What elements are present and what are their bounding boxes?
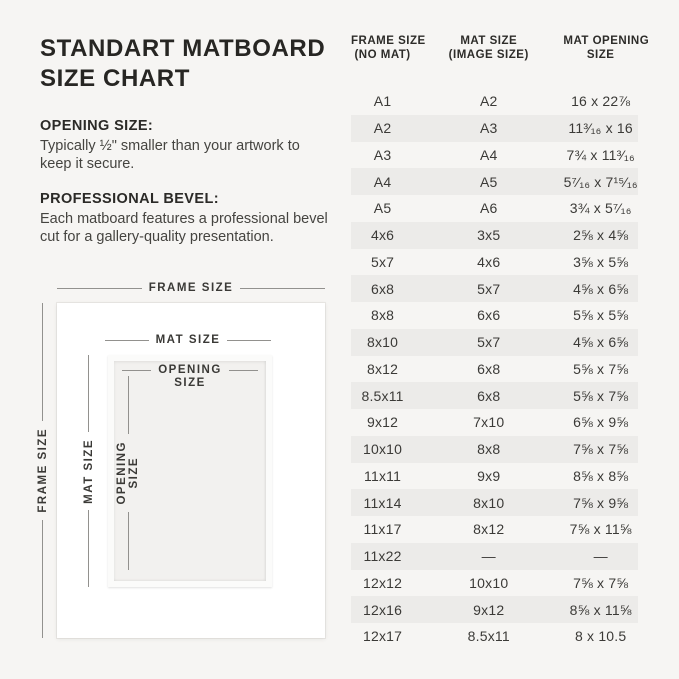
mat-size-label-text: MAT SIZE — [155, 334, 221, 346]
mat-size-cell: 6x6 — [477, 307, 501, 324]
table-row — [351, 409, 638, 436]
table-row — [351, 115, 638, 142]
opening-size-label-line2: SIZE — [174, 377, 206, 389]
mat-size-cell: A6 — [479, 200, 498, 217]
frame-size-cell: 12x16 — [362, 601, 403, 618]
column-header-line: (NO MAT) — [354, 49, 411, 61]
frame-size-cell: 8x12 — [366, 360, 399, 377]
frame-size-cell: 10x10 — [362, 441, 403, 458]
frame-size-cell: 11x17 — [363, 521, 402, 538]
mat-opening-cell: 7¾ x 11³⁄₁₆ — [566, 146, 635, 163]
mat-opening-cell: 2⅝ x 4⅝ — [573, 227, 629, 244]
mat-size-top-label — [105, 334, 271, 346]
mat-opening-cell: 4⅝ x 6⅝ — [573, 280, 629, 297]
opening-size-label-line2: SIZE — [128, 457, 140, 489]
column-header-line: (IMAGE SIZE) — [448, 49, 529, 61]
size-table-body — [351, 88, 638, 650]
guide-line — [229, 370, 258, 371]
frame-size-cell: A2 — [373, 120, 392, 137]
table-row — [351, 623, 638, 650]
table-row — [351, 570, 638, 597]
frame-size-label-text: FRAME SIZE — [148, 282, 234, 294]
frame-size-cell: A3 — [373, 146, 392, 163]
column-header-line: SIZE — [586, 49, 615, 61]
mat-opening-cell: 5⁷⁄₁₆ x 7¹⁵⁄₁₆ — [563, 173, 638, 190]
frame-size-cell: 4x6 — [370, 227, 395, 244]
column-header-line: FRAME SIZE — [351, 35, 426, 47]
frame-size-cell: A5 — [373, 200, 392, 217]
mat-opening-cell: 3⅝ x 5⅝ — [573, 253, 629, 270]
professional-bevel-description: Each matboard features a professional bevel cut for a gallery-quality presentation. — [40, 211, 328, 245]
table-row — [351, 463, 638, 490]
frame-size-cell: A1 — [373, 93, 392, 110]
mat-opening-cell: 5⅝ x 7⅝ — [573, 360, 629, 377]
mat-size-cell: 5x7 — [477, 280, 501, 297]
mat-opening-cell: 8⅝ x 8⅝ — [573, 467, 629, 484]
guide-line — [105, 340, 149, 341]
table-row — [351, 329, 638, 356]
page-title-line1: STANDART MATBOARD — [40, 35, 326, 62]
mat-size-cell: A5 — [479, 173, 498, 190]
mat-size-cell: 10x10 — [469, 574, 509, 591]
mat-size-cell: A2 — [479, 93, 498, 110]
mat-opening-cell: 7⅝ x 7⅝ — [573, 574, 629, 591]
frame-size-left-label — [35, 303, 50, 638]
table-row — [351, 382, 638, 409]
mat-opening-cell: 11³⁄₁₆ x 16 — [568, 120, 633, 137]
table-row — [351, 356, 638, 383]
guide-line — [128, 376, 129, 434]
column-header-mat-opening — [563, 34, 650, 62]
opening-size-left-label — [112, 376, 144, 570]
mat-size-cell: 8.5x11 — [467, 628, 510, 645]
table-row — [351, 436, 638, 463]
opening-size-label-line1: OPENING — [116, 441, 128, 505]
frame-size-cell: 8.5x11 — [361, 387, 404, 404]
table-row — [351, 516, 638, 543]
table-row — [351, 195, 638, 222]
mat-size-cell: A4 — [479, 146, 498, 163]
section-opening-size — [40, 118, 335, 173]
mat-size-cell: 4x6 — [477, 253, 501, 270]
guide-line — [88, 355, 89, 432]
mat-size-label-text: MAT SIZE — [82, 438, 95, 504]
mat-size-cell: 6x8 — [477, 387, 501, 404]
page-title — [40, 34, 325, 94]
guide-line — [42, 303, 43, 421]
mat-opening-cell: 8⅝ x 11⅝ — [569, 601, 632, 618]
frame-size-cell: 9x12 — [366, 414, 399, 431]
table-row — [351, 142, 638, 169]
mat-size-cell: 8x12 — [473, 521, 505, 538]
size-table-header — [351, 34, 650, 62]
mat-opening-cell: 7⅝ x 9⅝ — [573, 494, 629, 511]
table-row — [351, 489, 638, 516]
frame-size-cell: 5x7 — [370, 253, 395, 270]
opening-size-heading: OPENING SIZE: — [40, 118, 154, 134]
mat-size-cell: 5x7 — [477, 334, 501, 351]
mat-opening-cell: 6⅝ x 9⅝ — [573, 414, 629, 431]
table-row — [351, 222, 638, 249]
mat-opening-cell: 8 x 10.5 — [574, 628, 627, 645]
mat-size-cell: A3 — [479, 120, 498, 137]
mat-size-cell: 8x8 — [477, 441, 501, 458]
mat-opening-cell: 5⅝ x 7⅝ — [573, 387, 629, 404]
frame-size-cell: 11x11 — [364, 467, 402, 484]
frame-size-cell: 11x14 — [363, 494, 402, 511]
guide-line — [88, 510, 89, 587]
frame-size-cell: 8x10 — [366, 334, 399, 351]
guide-line — [227, 340, 271, 341]
mat-opening-cell: 7⅝ x 11⅝ — [569, 521, 632, 538]
section-professional-bevel — [40, 191, 335, 246]
mat-opening-cell: 3¾ x 5⁷⁄₁₆ — [569, 200, 632, 217]
column-header-mat-size — [414, 34, 563, 62]
mat-size-cell: 3x5 — [477, 227, 501, 244]
mat-opening-cell: 7⅝ x 7⅝ — [573, 441, 629, 458]
mat-size-cell: — — [481, 548, 496, 565]
guide-line — [240, 288, 325, 289]
frame-size-cell: 11x22 — [363, 548, 402, 565]
table-row — [351, 249, 638, 276]
frame-size-top-label — [57, 282, 325, 294]
frame-size-cell: 12x17 — [362, 628, 403, 645]
table-row — [351, 275, 638, 302]
page-title-line2: SIZE CHART — [40, 65, 190, 92]
mat-size-left-label — [81, 355, 96, 587]
table-row — [351, 302, 638, 329]
column-header-line: MAT OPENING — [563, 35, 650, 47]
opening-size-label-text — [116, 441, 140, 505]
opening-size-label-line1: OPENING — [158, 364, 222, 376]
guide-line — [128, 512, 129, 570]
mat-opening-cell: 16 x 22⅞ — [571, 93, 631, 110]
column-header-line: MAT SIZE — [460, 35, 518, 47]
mat-size-cell: 7x10 — [473, 414, 505, 431]
guide-line — [42, 520, 43, 638]
mat-opening-cell: 4⅝ x 6⅝ — [573, 334, 629, 351]
guide-line — [57, 288, 142, 289]
table-row — [351, 168, 638, 195]
mat-opening-cell: 5⅝ x 5⅝ — [573, 307, 629, 324]
frame-size-label-text: FRAME SIZE — [36, 428, 49, 513]
guide-line — [122, 370, 151, 371]
mat-size-cell: 6x8 — [477, 360, 501, 377]
professional-bevel-heading: PROFESSIONAL BEVEL: — [40, 191, 219, 207]
table-row — [351, 596, 638, 623]
mat-size-cell: 8x10 — [473, 494, 505, 511]
table-row — [351, 88, 638, 115]
frame-size-cell: 8x8 — [370, 307, 395, 324]
frame-size-cell: A4 — [373, 173, 392, 190]
table-row — [351, 543, 638, 570]
column-header-frame-size — [351, 34, 426, 62]
mat-opening-cell: — — [593, 548, 608, 565]
opening-size-description: Typically ½" smaller than your artwork to keep it secure. — [40, 138, 300, 172]
mat-size-cell: 9x12 — [473, 601, 505, 618]
mat-size-cell: 9x9 — [477, 467, 501, 484]
frame-size-cell: 12x12 — [362, 574, 403, 591]
frame-size-cell: 6x8 — [370, 280, 395, 297]
